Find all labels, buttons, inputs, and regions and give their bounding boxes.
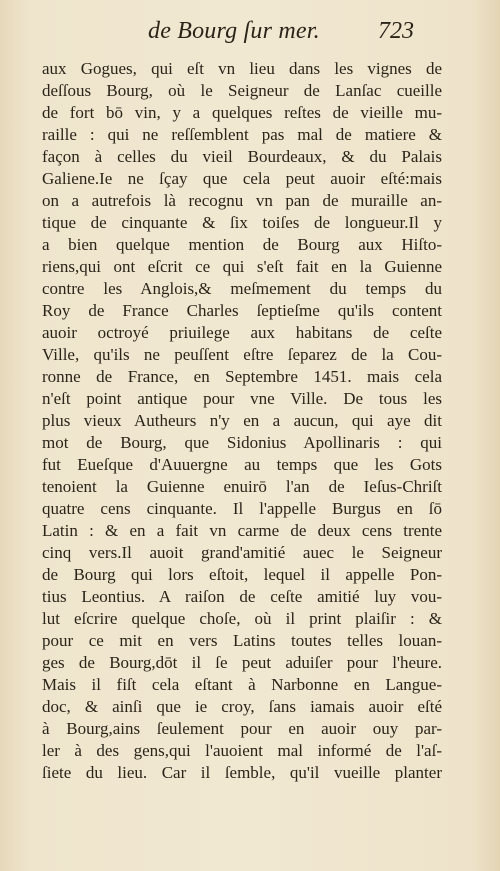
text-line: cinq vers.Il auoit grand'amitié auec le Seigneur [42,543,442,562]
text-line: raille : qui ne reſſemblent pas mal de matiere & [42,125,442,144]
page-number: 723 [378,18,414,44]
text-line: a bien quelque mention de Bourg aux Hiſto- [42,235,442,254]
text-line: fut Eueſque d'Auuergne au temps que les Gots [42,455,442,474]
text-line: plus vieux Autheurs n'y en a aucun, qui aye dit [42,411,442,430]
body-text [42,58,442,784]
text-line: à Bourg,ains ſeulement pour en auoir ouy par- [42,719,442,738]
text-line: façon à celles du vieil Bourdeaux, & du Palais [42,147,442,166]
text-line: on a autrefois là recognu vn pan de muraille an- [42,191,442,210]
text-line: ges de Bourg,dōt il ſe peut aduiſer pour l'heure. [42,653,442,672]
text-line: doc, & ainſi que ie croy, ſans iamais auoir eſté [42,697,442,716]
text-line: Latin : & en a fait vn carme de deux cens trente [42,521,442,540]
text-line: Galiene.Ie ne ſçay que cela peut auoir eſté:mais [42,169,442,188]
text-line: auoir octroyé priuilege aux habitans de ceſte [42,323,442,342]
text-line: n'eſt point antique pour vne Ville. De tous les [42,389,442,408]
text-line: de fort bō vin, y a quelques reſtes de vieille mu- [42,103,442,122]
text-line: de Bourg qui lors eſtoit, lequel il appelle Pon- [42,565,442,584]
text-line: quatre cens cinquante. Il l'appelle Burgus en ſō [42,499,442,518]
text-line: contre les Anglois,& meſmement du temps du [42,279,442,298]
text-line: tenoient la Guienne enuirō l'an de Ieſus-Chriſt [42,477,442,496]
text-line: Mais il fiſt cela eſtant à Narbonne en Langue- [42,675,442,694]
text-line: mot de Bourg, que Sidonius Apollinaris : qui [42,433,442,452]
text-line: ler à des gens,qui l'auoient mal informé de l'aſ- [42,741,442,760]
text-line: aux Gogues, qui eſt vn lieu dans les vignes de [42,59,442,78]
text-line: ronne de France, en Septembre 1451. mais cela [42,367,442,386]
text-line: pour ce mit en vers Latins toutes telles louan- [42,631,442,650]
text-line: deſſous Bourg, où le Seigneur de Lanſac cueille [42,81,442,100]
text-line: lut eſcrire quelque choſe, où il print plaiſir : & [42,609,442,628]
text-line: tique de cinquante & ſix toiſes de longueur.Il y [42,213,442,232]
text-line: Ville, qu'ils ne peuſſent eſtre ſeparez de la Cou- [42,345,442,364]
text-line: ſiete du lieu. Car il ſemble, qu'il vueille planter [42,763,442,782]
text-line: riens,qui ont eſcrit ce qui s'eſt fait en la Guienne [42,257,442,276]
running-title: de Bourg ſur mer. [148,18,320,44]
text-line: Roy de France Charles ſeptieſme qu'ils content [42,301,442,320]
page-header [0,18,500,58]
text-line: tius Leontius. A raiſon de ceſte amitié luy vou- [42,587,442,606]
